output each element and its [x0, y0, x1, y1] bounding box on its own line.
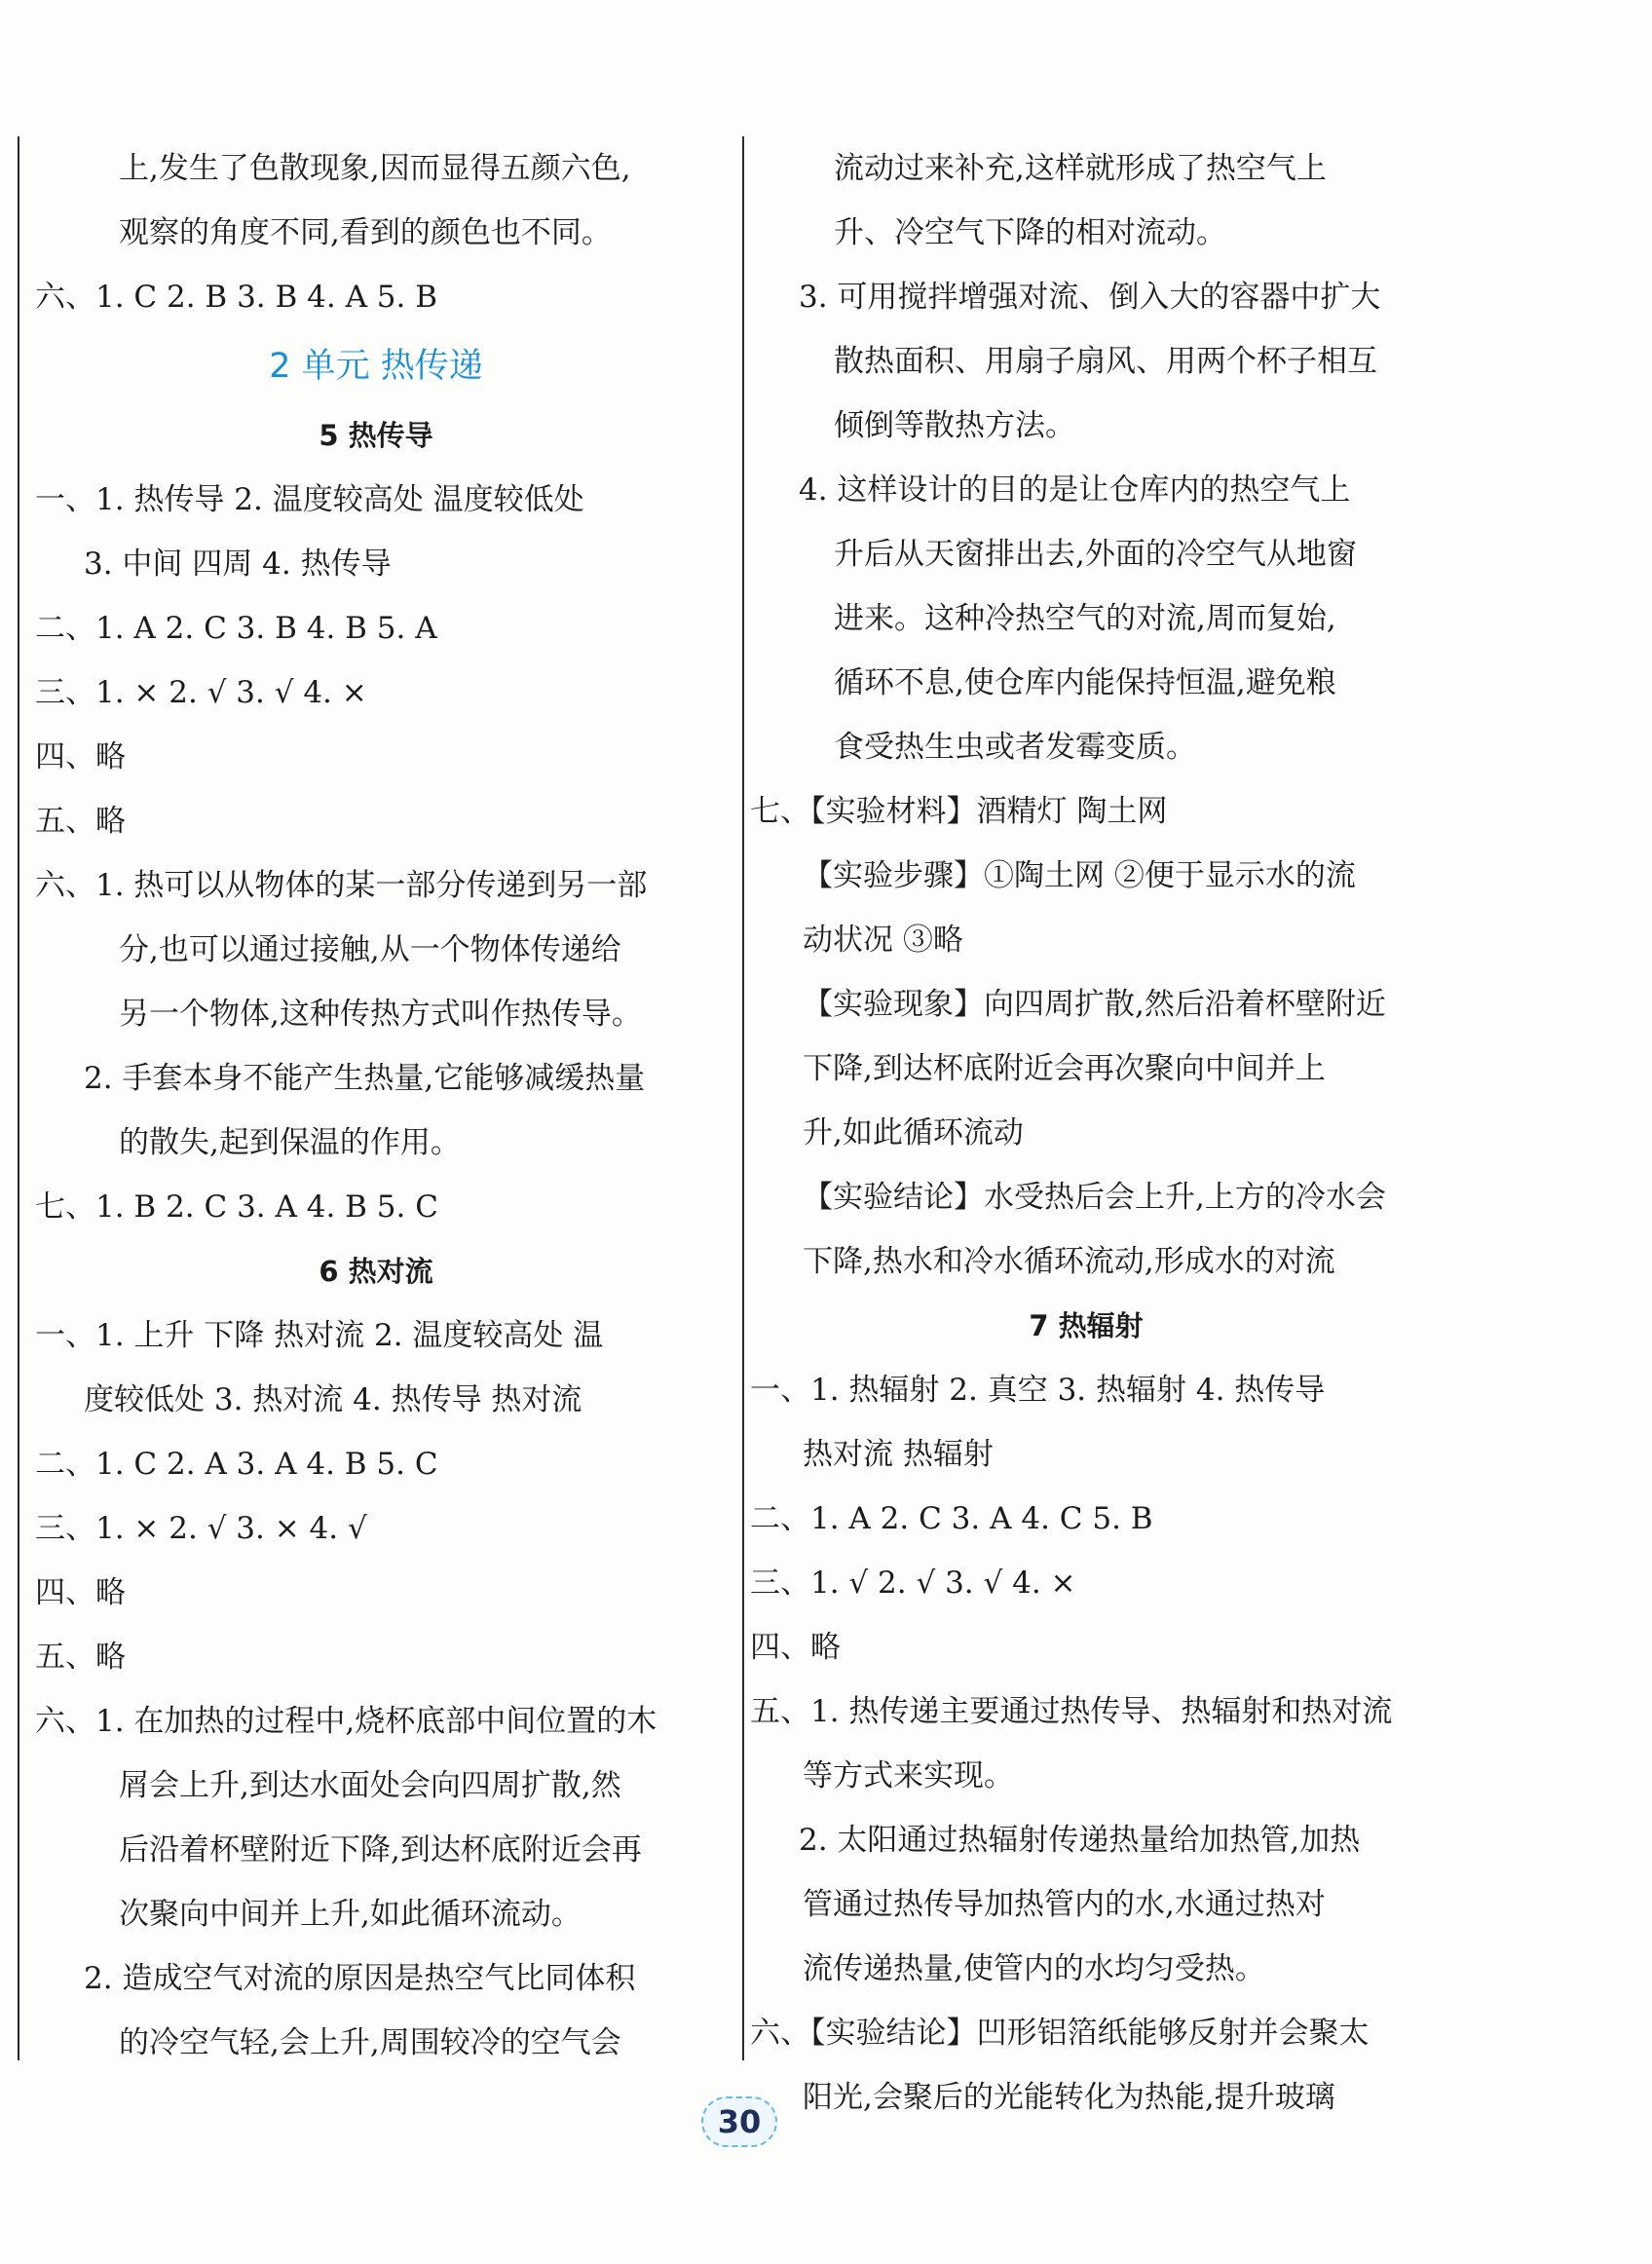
text-line: 【实验现象】向四周扩散,然后沿着杯壁附近: [803, 987, 1386, 1022]
text-line: 七、1. B 2. C 3. A 4. B 5. C: [35, 1189, 438, 1225]
text-line: 二、1. C 2. A 3. A 4. B 5. C: [35, 1447, 438, 1482]
text-line: 一、1. 上升 下降 热对流 2. 温度较高处 温: [35, 1318, 604, 1353]
text-line: 的散失,起到保温的作用。: [119, 1125, 461, 1160]
text-line: 【实验步骤】①陶土网 ②便于显示水的流: [803, 858, 1356, 893]
left-column: [35, 136, 717, 2075]
text-line: 二、1. A 2. C 3. B 4. B 5. A: [35, 611, 437, 646]
text-line: 等方式来实现。: [803, 1758, 1014, 1793]
text-line: 一、1. 热辐射 2. 真空 3. 热辐射 4. 热传导: [750, 1373, 1326, 1408]
text-line: 2. 太阳通过热辐射传递热量给加热管,加热: [799, 1823, 1361, 1858]
text-line: 屑会上升,到达水面处会向四周扩散,然: [119, 1768, 621, 1803]
text-line: 3. 中间 四周 4. 热传导: [84, 547, 392, 582]
text-line: 三、1. × 2. √ 3. √ 4. ×: [35, 675, 367, 710]
text-line: 一、1. 热传导 2. 温度较高处 温度较低处: [35, 482, 584, 517]
text-line: 动状况 ③略: [803, 923, 963, 958]
text-line: 上,发生了色散现象,因而显得五颜六色,: [119, 151, 631, 186]
text-line: 热对流 热辐射: [803, 1437, 994, 1472]
text-line: 流传递热量,使管内的水均匀受热。: [803, 1951, 1265, 1986]
text-line: 六、1. C 2. B 3. B 4. A 5. B: [35, 280, 438, 315]
text-line: 另一个物体,这种传热方式叫作热传导。: [119, 997, 642, 1032]
text-line: 管通过热传导加热管内的水,水通过热对: [803, 1887, 1326, 1922]
text-line: 六、1. 热可以从物体的某一部分传递到另一部: [35, 868, 648, 903]
page-number-badge: [695, 2093, 784, 2151]
text-line: 三、1. √ 2. √ 3. √ 4. ×: [750, 1566, 1076, 1601]
text-line: 下降,热水和冷水循环流动,形成水的对流: [803, 1244, 1335, 1279]
section-heading: 5 热传导: [319, 419, 433, 452]
text-line: 循环不息,使仓库内能保持恒温,避免粮: [834, 665, 1336, 700]
text-line: 分,也可以通过接触,从一个物体传递给: [119, 932, 621, 967]
text-line: 四、略: [35, 739, 126, 774]
text-line: 流动过来补充,这样就形成了热空气上: [834, 151, 1327, 186]
text-line: 三、1. × 2. √ 3. × 4. √: [35, 1511, 367, 1546]
section-heading: 6 热对流: [319, 1255, 433, 1288]
right-column: [750, 136, 1422, 2130]
text-line: 二、1. A 2. C 3. A 4. C 5. B: [750, 1501, 1153, 1536]
text-line: 散热面积、用扇子扇风、用两个杯子相互: [834, 344, 1377, 379]
text-line: 五、略: [35, 804, 126, 839]
text-line: 六、【实验结论】凹形铝箔纸能够反射并会聚太: [750, 2016, 1370, 2051]
text-line: 六、1. 在加热的过程中,烧杯底部中间位置的木: [35, 1704, 657, 1739]
text-line: 升,如此循环流动: [803, 1115, 1024, 1151]
text-line: 4. 这样设计的目的是让仓库内的热空气上: [799, 472, 1351, 508]
text-line: 度较低处 3. 热对流 4. 热传导 热对流: [84, 1382, 582, 1417]
text-line: 的冷空气轻,会上升,周围较冷的空气会: [119, 2025, 621, 2060]
text-line: 观察的角度不同,看到的颜色也不同。: [119, 215, 612, 250]
text-line: 下降,到达杯底附近会再次聚向中间并上: [803, 1051, 1326, 1086]
text-line: 升、冷空气下降的相对流动。: [834, 215, 1226, 250]
text-line: 食受热生虫或者发霉变质。: [834, 730, 1196, 765]
text-line: 【实验结论】水受热后会上升,上方的冷水会: [803, 1180, 1386, 1215]
page-number: 30: [701, 2096, 777, 2147]
left-margin-rule: [18, 136, 19, 2060]
text-line: 阳光,会聚后的光能转化为热能,提升玻璃: [803, 2080, 1335, 2115]
text-line: 五、1. 热传递主要通过热传导、热辐射和热对流: [750, 1694, 1393, 1729]
column-divider-rule: [742, 136, 744, 2060]
text-line: 四、略: [35, 1575, 126, 1610]
text-line: 五、略: [35, 1640, 126, 1675]
text-line: 后沿着杯壁附近下降,到达杯底附近会再: [119, 1832, 642, 1868]
text-line: 升后从天窗排出去,外面的冷空气从地窗: [834, 537, 1357, 572]
text-line: 进来。这种冷热空气的对流,周而复始,: [834, 601, 1336, 636]
section-heading: 7 热辐射: [1029, 1309, 1144, 1342]
text-line: 2. 手套本身不能产生热量,它能够减缓热量: [84, 1061, 646, 1096]
text-line: 3. 可用搅拌增强对流、倒入大的容器中扩大: [799, 280, 1381, 315]
text-line: 次聚向中间并上升,如此循环流动。: [119, 1897, 582, 1932]
text-line: 2. 造成空气对流的原因是热空气比同体积: [84, 1961, 636, 1996]
text-line: 倾倒等散热方法。: [834, 408, 1075, 443]
text-line: 四、略: [750, 1630, 841, 1665]
unit-heading: 2 单元 热传递: [269, 347, 483, 386]
text-line: 七、【实验材料】酒精灯 陶土网: [750, 794, 1168, 829]
